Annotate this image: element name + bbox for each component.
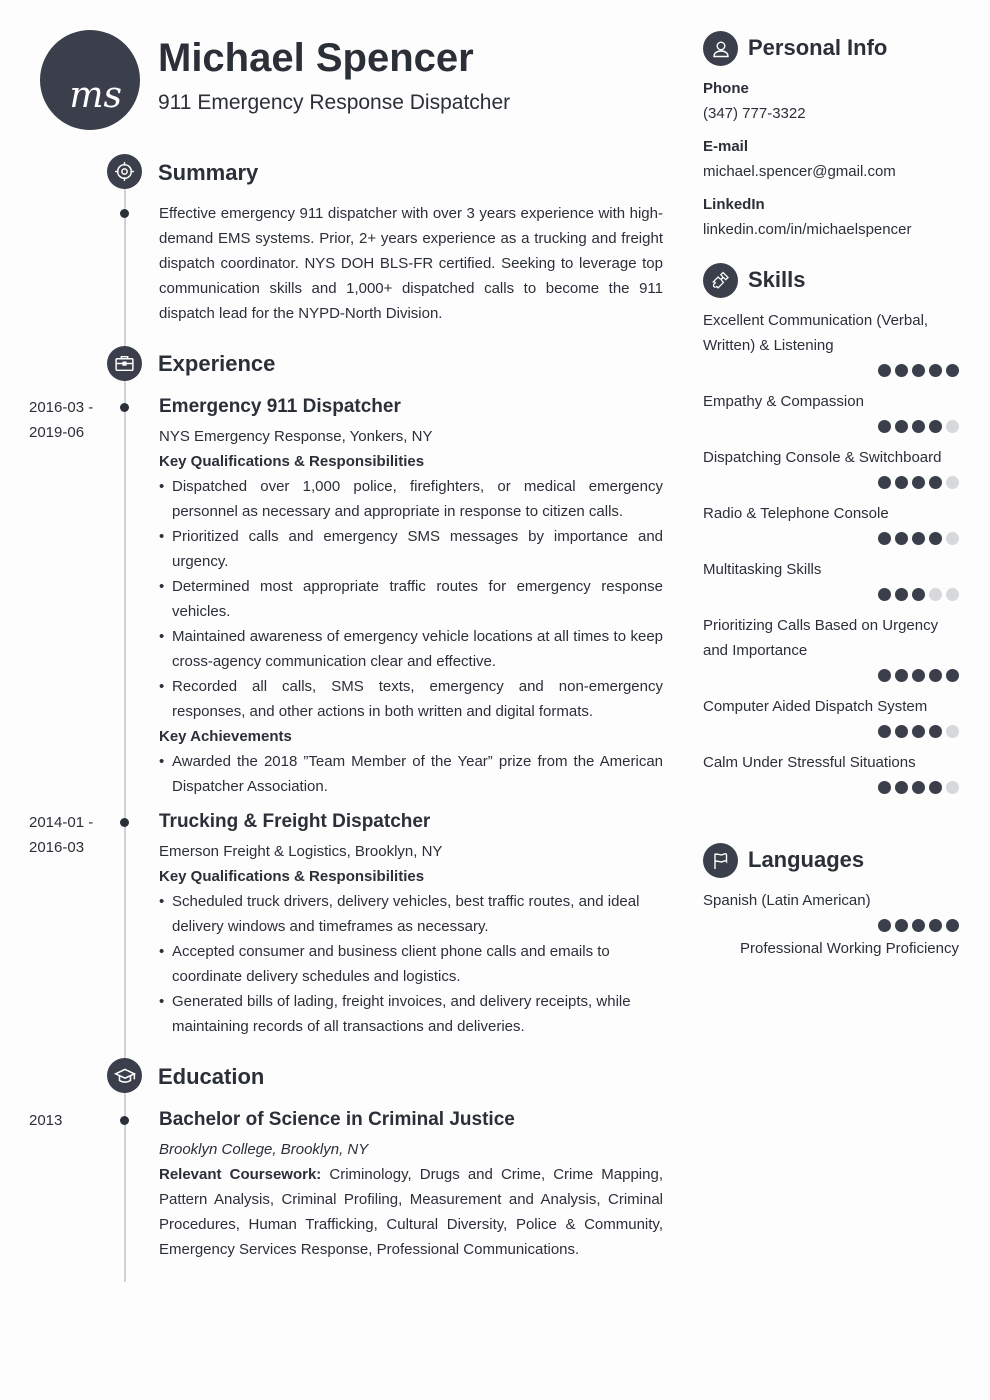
rating-dot-filled: [878, 669, 891, 682]
rating-dot-filled: [895, 420, 908, 433]
skill-name: Computer Aided Dispatch System: [703, 698, 928, 715]
skill-name: Prioritizing Calls Based on Urgency and Importance: [703, 617, 939, 659]
rating-dot-filled: [895, 669, 908, 682]
rating-dot-filled: [946, 919, 959, 932]
rating-dot-filled: [946, 364, 959, 377]
rating-dot-filled: [929, 919, 942, 932]
coursework-text: Criminology, Drugs and Crime, Crime Mapping, Pattern Analysis, Criminal Profiling, Measurement and Analysis, Criminal Procedures, Human Trafficking, Cultural Diversity, Police & Community, Emergency Services Response, Professional Communications.: [159, 1166, 663, 1258]
rating-dot-filled: [912, 420, 925, 433]
job-date: [29, 810, 109, 860]
job-date-end: 2016-03: [29, 839, 85, 856]
rating-dot-filled: [929, 420, 942, 433]
skill-rating: [703, 669, 959, 682]
rating-dot-filled: [912, 532, 925, 545]
skill-name: Calm Under Stressful Situations: [703, 754, 916, 771]
linkedin-value: linkedin.com/in/michaelspencer: [703, 221, 912, 238]
responsibilities-list: [159, 474, 663, 724]
job-date-end: 2019-06: [29, 424, 85, 441]
skill-name: Multitasking Skills: [703, 561, 822, 578]
rating-dot-filled: [895, 364, 908, 377]
list-item: • Determined most appropriate traffic routes for emergency response vehicles.: [159, 574, 663, 624]
skill-item: [703, 750, 959, 794]
job-date-start: 2016-03 -: [29, 399, 94, 416]
rating-dot-filled: [929, 476, 942, 489]
skills-heading: Skills: [748, 267, 806, 292]
list-item: • Accepted consumer and business client phone calls and emails to coordinate delivery schedules and logistics.: [159, 939, 663, 989]
skill-item: [703, 613, 959, 682]
job-date-start: 2014-01 -: [29, 814, 94, 831]
job-company: Emerson Freight & Logistics, Brooklyn, NY: [159, 843, 443, 860]
timeline-dot: [120, 1116, 129, 1125]
skill-rating: [703, 476, 959, 489]
rating-dot-filled: [929, 364, 942, 377]
rating-dot-filled: [929, 669, 942, 682]
rating-dot-empty: [946, 532, 959, 545]
phone-value: (347) 777-3322: [703, 105, 806, 122]
initials: ms: [69, 75, 122, 116]
coursework: [159, 1162, 663, 1262]
rating-dot-filled: [895, 781, 908, 794]
phone-label: Phone: [703, 80, 749, 97]
education-entry: [159, 1108, 663, 1262]
rating-dot-filled: [912, 669, 925, 682]
summary-heading: Summary: [158, 160, 259, 185]
skill-rating: [703, 781, 959, 794]
user-icon: [703, 31, 738, 66]
rating-dot-filled: [929, 532, 942, 545]
job-company: NYS Emergency Response, Yonkers, NY: [159, 428, 433, 445]
target-icon: [107, 154, 142, 189]
rating-dot-filled: [895, 588, 908, 601]
summary-text: Effective emergency 911 dispatcher with over 3 years experience with high-demand EMS systems. Prior, 2+ years experience as a trucking and freight dispatch coordinator. NYS DOH BLS-FR certified. Seeking to leverage top communication skills and 1,000+ dispatched calls to become the 911 dispatch lead for the NYPD-North Division.: [159, 205, 663, 322]
list-item: • Generated bills of lading, freight invoices, and delivery receipts, while maintaining records of all transactions and deliveries.: [159, 989, 663, 1039]
rating-dot-filled: [912, 781, 925, 794]
rating-dot-empty: [946, 781, 959, 794]
rating-dot-filled: [912, 364, 925, 377]
language-item: [703, 888, 959, 961]
job-title: Emergency 911 Dispatcher: [159, 396, 401, 417]
achievements-list: [159, 749, 663, 799]
rating-dot-empty: [946, 476, 959, 489]
skill-rating: [703, 588, 959, 601]
degree-title: Bachelor of Science in Criminal Justice: [159, 1109, 515, 1130]
skill-item: [703, 308, 959, 377]
rating-dot-filled: [895, 919, 908, 932]
rating-dot-filled: [895, 725, 908, 738]
timeline-dot: [120, 209, 129, 218]
job-title: Trucking & Freight Dispatcher: [159, 811, 431, 832]
rating-dot-filled: [912, 588, 925, 601]
rating-dot-empty: [929, 588, 942, 601]
rating-dot-filled: [895, 532, 908, 545]
rating-dot-filled: [878, 532, 891, 545]
skill-item: [703, 389, 959, 433]
skill-name: Empathy & Compassion: [703, 393, 864, 410]
skill-rating: [703, 420, 959, 433]
rating-dot-filled: [878, 919, 891, 932]
language-proficiency: Professional Working Proficiency: [740, 940, 959, 957]
list-item: • Scheduled truck drivers, delivery vehicles, best traffic routes, and ideal delivery windows and timeframes as necessary.: [159, 889, 663, 939]
skill-name: Dispatching Console & Switchboard: [703, 449, 942, 466]
coursework-label: Relevant Coursework:: [159, 1166, 322, 1183]
skill-rating: [703, 919, 959, 932]
skills-list: [703, 308, 959, 806]
education-date: 2013: [29, 1112, 63, 1129]
rating-dot-filled: [878, 781, 891, 794]
email-label: E-mail: [703, 138, 749, 155]
rating-dot-empty: [946, 588, 959, 601]
experience-heading: Experience: [158, 351, 276, 376]
skill-item: [703, 694, 959, 738]
rating-dot-filled: [878, 476, 891, 489]
list-item: • Maintained awareness of emergency vehicle locations at all times to keep cross-agency communication clear and effective.: [159, 624, 663, 674]
rating-dot-empty: [946, 725, 959, 738]
skill-name: Radio & Telephone Console: [703, 505, 889, 522]
qualifications-heading: Key Qualifications & Responsibilities: [159, 868, 425, 885]
rating-dot-filled: [912, 725, 925, 738]
job-entry: [159, 810, 663, 1039]
rating-dot-filled: [895, 476, 908, 489]
rating-dot-filled: [929, 781, 942, 794]
graduation-cap-icon: [107, 1058, 142, 1093]
languages-heading: Languages: [748, 847, 865, 872]
personal-info-heading: Personal Info: [748, 35, 888, 60]
list-item: • Awarded the 2018 ”Team Member of the Year” prize from the American Dispatcher Association.: [159, 749, 663, 799]
skill-rating: [703, 364, 959, 377]
rating-dot-filled: [946, 669, 959, 682]
job-date: [29, 395, 109, 445]
briefcase-icon: [107, 346, 142, 381]
education-heading: Education: [158, 1064, 265, 1089]
skill-rating: [703, 725, 959, 738]
rating-dot-filled: [912, 476, 925, 489]
flag-icon: [703, 843, 738, 878]
candidate-name: Michael Spencer: [158, 36, 474, 80]
languages-list: [703, 888, 959, 961]
language-name: Spanish (Latin American): [703, 892, 871, 909]
rating-dot-filled: [878, 420, 891, 433]
rating-dot-filled: [878, 725, 891, 738]
qualifications-heading: Key Qualifications & Responsibilities: [159, 453, 425, 470]
skill-rating: [703, 532, 959, 545]
skill-name: Excellent Communication (Verbal, Written) & Listening: [703, 312, 929, 354]
skill-item: [703, 501, 959, 545]
puzzle-icon: [703, 263, 738, 298]
rating-dot-empty: [946, 420, 959, 433]
school-name: Brooklyn College, Brooklyn, NY: [159, 1141, 369, 1158]
rating-dot-filled: [912, 919, 925, 932]
initials-avatar: [40, 30, 140, 130]
responsibilities-list: [159, 889, 663, 1039]
skill-item: [703, 557, 959, 601]
skill-item: [703, 445, 959, 489]
rating-dot-filled: [878, 588, 891, 601]
candidate-title: 911 Emergency Response Dispatcher: [158, 91, 511, 114]
achievements-heading: Key Achievements: [159, 728, 292, 745]
rating-dot-filled: [878, 364, 891, 377]
list-item: • Recorded all calls, SMS texts, emergency and non-emergency responses, and other actions in both written and digital formats.: [159, 674, 663, 724]
timeline-dot: [120, 403, 129, 412]
list-item: • Dispatched over 1,000 police, firefighters, or medical emergency personnel as necessary and appropriate in response to citizen calls.: [159, 474, 663, 524]
email-value: michael.spencer@gmail.com: [703, 163, 896, 180]
rating-dot-filled: [929, 725, 942, 738]
job-entry: [159, 395, 663, 799]
timeline-dot: [120, 818, 129, 827]
linkedin-label: LinkedIn: [703, 196, 765, 213]
list-item: • Prioritized calls and emergency SMS messages by importance and urgency.: [159, 524, 663, 574]
